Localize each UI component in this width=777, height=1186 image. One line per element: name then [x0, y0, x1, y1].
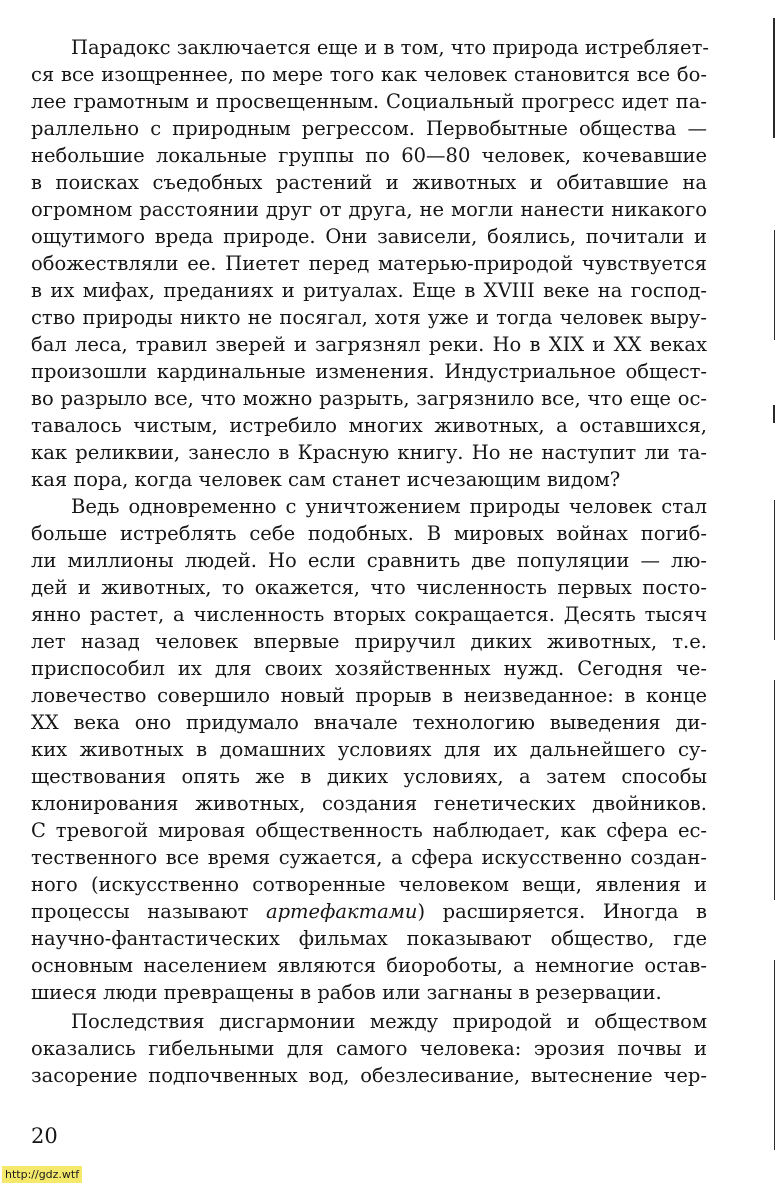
- body-text: [31, 34, 707, 1089]
- text-line: ся все изощреннее, по мере того как человек становится все бо-: [31, 63, 707, 86]
- text-line: Парадокс заключается еще и в том, что природа истребляет-: [71, 36, 709, 59]
- text-line: засорение подпочвенных вод, обезлесивание, вытеснение чер-: [31, 1064, 707, 1087]
- text-line-head: процессы называют: [31, 900, 249, 923]
- text-line: лее грамотным и просвещенным. Социальный прогресс идет па-: [31, 90, 707, 113]
- paragraph-3: [31, 1008, 707, 1089]
- text-line: научно-фантастических фильмах показывают общество, где: [31, 927, 707, 950]
- text-line: ли миллионы людей. Но если сравнить две популяции — лю-: [31, 549, 707, 572]
- text-line: приспособил их для своих хозяйственных нужд. Сегодня че-: [31, 657, 707, 680]
- scan-edge-mark: [773, 405, 775, 423]
- text-line: бал леса, травил зверей и загрязнял реки. Но в XIX и XX веках: [31, 333, 707, 356]
- text-line: ного (искусственно сотворенные человеком вещи, явления и: [31, 873, 707, 896]
- text-line-with-term: [31, 898, 707, 925]
- text-line: Последствия дисгармонии между природой и обществом: [71, 1010, 707, 1033]
- text-line: как реликвии, занесло в Красную книгу. Но не наступит ли та-: [31, 441, 707, 464]
- scan-edge-mark: [773, 18, 775, 138]
- text-line: шиеся люди превращены в рабов или загнаны в резервации.: [31, 981, 662, 1004]
- text-line: в их мифах, преданиях и ритуалах. Еще в XVIII веке на господ-: [31, 279, 707, 302]
- text-line: произошли кардинальные изменения. Индустриальное общест-: [31, 360, 707, 383]
- text-line: ловечество совершило новый прорыв в неизведанное: в конце: [31, 684, 707, 707]
- italic-term: артефактами: [265, 900, 418, 923]
- text-line: ощутимого вреда природе. Они зависели, боялись, почитали и: [31, 225, 707, 248]
- scan-edge-mark: [774, 960, 775, 1150]
- text-line: клонирования животных, создания генетических двойников.: [31, 792, 707, 815]
- page-number: 20: [31, 1124, 58, 1148]
- text-line: в поисках съедобных растений и животных и обитавшие на: [31, 171, 707, 194]
- text-line: Ведь одновременно с уничтожением природы человек стал: [71, 495, 707, 518]
- text-line: янно растет, а численность вторых сокращается. Десять тысяч: [31, 603, 707, 626]
- text-line: ществования опять же в диких условиях, а затем способы: [31, 765, 707, 788]
- scan-edge-mark: [774, 680, 775, 900]
- source-watermark: http://gdz.wtf: [2, 1166, 82, 1183]
- text-line: дей и животных, то окажется, что численность первых посто-: [31, 576, 707, 599]
- text-line: XX века оно придумало вначале технологию выведения ди-: [31, 711, 707, 734]
- paragraph-1: [31, 34, 707, 493]
- text-line: обожествляли ее. Пиетет перед матерью-природой чувствуется: [31, 252, 707, 275]
- text-line: оказались гибельными для самого человека: эрозия почвы и: [31, 1037, 707, 1060]
- text-line: ких животных в домашних условиях для их дальнейшего су-: [31, 738, 707, 761]
- text-line: во разрыло все, что можно разрыть, загрязнило все, что еще ос-: [31, 387, 707, 410]
- scan-edge-mark: [774, 500, 775, 640]
- text-line: основным населением являются биороботы, а немногие остав-: [31, 954, 707, 977]
- text-line: огромном расстоянии друг от друга, не могли нанести никакого: [31, 198, 707, 221]
- text-line: тественного все время сужается, а сфера искусственно создан-: [31, 846, 707, 869]
- scan-edge-mark: [774, 230, 775, 340]
- text-line: раллельно с природным регрессом. Первобытные общества —: [31, 117, 707, 140]
- text-line: лет назад человек впервые приручил диких животных, т.е.: [31, 630, 707, 653]
- text-line: С тревогой мировая общественность наблюдает, как сфера ес-: [31, 819, 707, 842]
- text-line: небольшие локальные группы по 60—80 человек, кочевавшие: [31, 144, 707, 167]
- text-line: ство природы никто не посягал, хотя уже и тогда человек выру-: [31, 306, 707, 329]
- text-line: больше истреблять себе подобных. В мировых войнах погиб-: [31, 522, 707, 545]
- paragraph-2: [31, 493, 707, 1006]
- text-line: кая пора, когда человек сам станет исчезающим видом?: [31, 468, 621, 491]
- text-line-tail: ) расширяется. Иногда в: [417, 900, 707, 923]
- text-line: тавалось чистым, истребило многих животных, а оставшихся,: [31, 414, 707, 437]
